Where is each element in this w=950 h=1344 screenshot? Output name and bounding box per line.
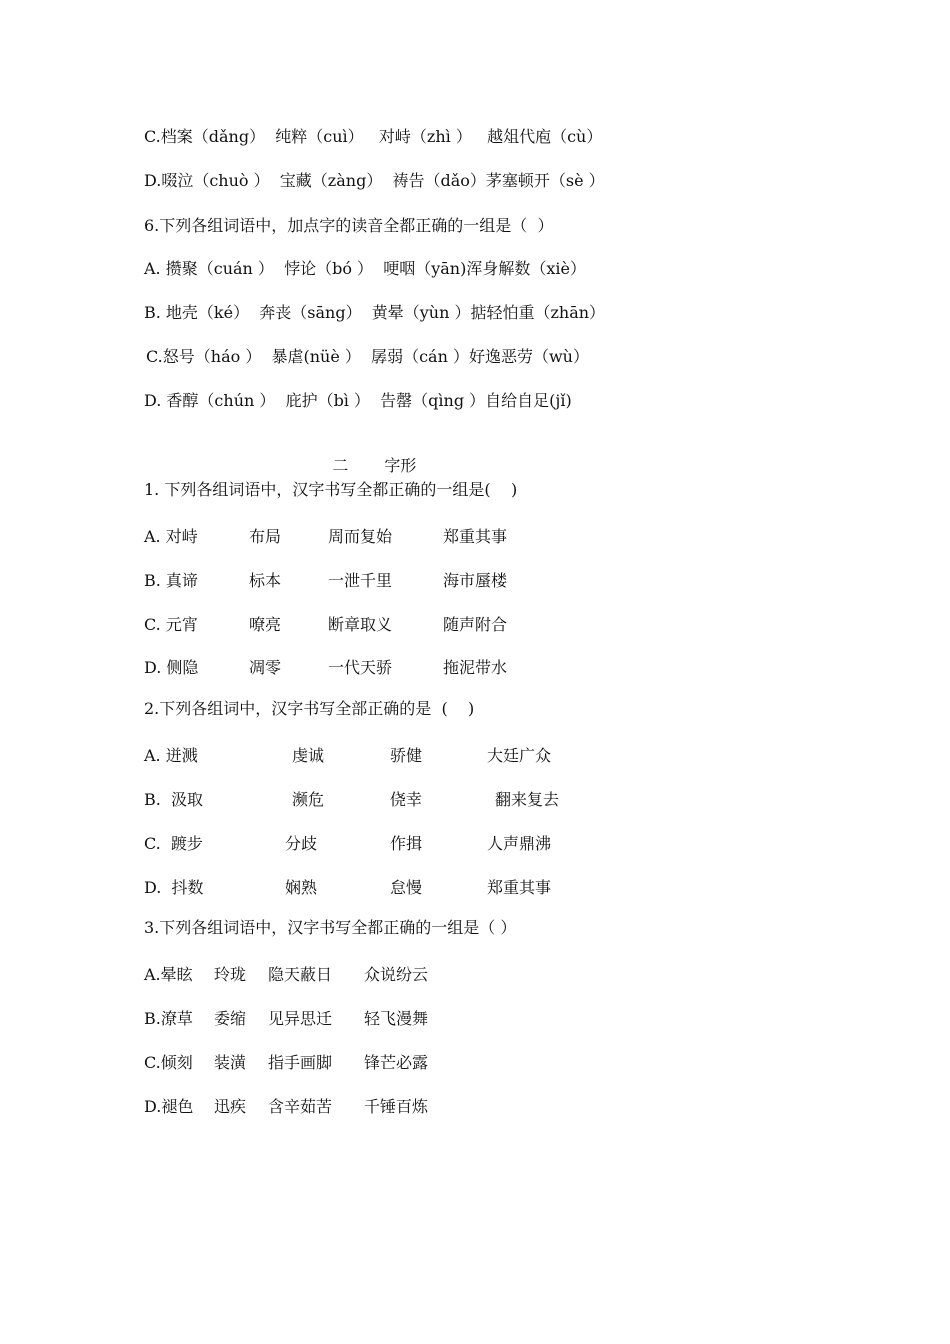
option-word: 作揖 xyxy=(390,834,423,853)
option-word: 装潢 xyxy=(214,1053,247,1072)
option-word: B.潦草 xyxy=(144,1009,193,1028)
option-word: D. 抖数 xyxy=(144,878,204,897)
option-word: 大廷广众 xyxy=(487,746,552,765)
option-word: 迅疾 xyxy=(214,1097,247,1116)
option-word: 郑重其事 xyxy=(487,878,552,897)
s2q1-stem: 1. 下列各组词语中，汉字书写全都正确的一组是( ) xyxy=(144,480,518,499)
option-word: 一泄千里 xyxy=(328,571,393,590)
option-word: 娴熟 xyxy=(285,878,318,897)
option-word: 众说纷云 xyxy=(364,965,429,984)
q6-stem: 6.下列各组词语中，加点字的读音全都正确的一组是（ ） xyxy=(144,216,554,235)
option-word: 侥幸 xyxy=(390,790,423,809)
option-word: 随声附合 xyxy=(443,615,508,634)
option-word: 虔诚 xyxy=(292,746,325,765)
option-word: 凋零 xyxy=(249,658,282,677)
q6-option-d: D. 香醇（chún ） 庇护（bì ） 告罄（qìng ）自给自足(jǐ) xyxy=(144,391,572,410)
option-word: 濒危 xyxy=(292,790,325,809)
option-word: 含辛茹苦 xyxy=(268,1097,333,1116)
option-word: B. 汲取 xyxy=(144,790,204,809)
q6-option-a: A. 攒聚（cuán ） 悖论（bó ） 哽咽（yān)浑身解数（xiè） xyxy=(144,259,586,278)
option-word: 委缩 xyxy=(214,1009,247,1028)
section-number: 二 xyxy=(332,456,349,475)
option-word: 标本 xyxy=(249,571,282,590)
option-word: C. 踱步 xyxy=(144,834,203,853)
q5-option-d: D.啜泣（chuò ） 宝藏（zàng） 祷告（dǎo）茅塞顿开（sè ） xyxy=(144,171,605,190)
option-word: 周而复始 xyxy=(328,527,393,546)
option-word: 海市蜃楼 xyxy=(443,571,508,590)
option-word: C. 元宵 xyxy=(144,615,198,634)
option-word: A. 迸溅 xyxy=(144,746,198,765)
option-word: 见异思迁 xyxy=(268,1009,333,1028)
s2q3-stem: 3.下列各组词语中，汉字书写全都正确的一组是（ ） xyxy=(144,918,517,937)
option-word: D. 侧隐 xyxy=(144,658,199,677)
section-title: 字形 xyxy=(384,456,417,475)
option-word: A.晕眩 xyxy=(144,965,193,984)
option-word: 玲珑 xyxy=(214,965,247,984)
option-word: 人声鼎沸 xyxy=(487,834,552,853)
option-word: 断章取义 xyxy=(328,615,393,634)
option-word: 分歧 xyxy=(285,834,318,853)
option-word: 嘹亮 xyxy=(249,615,282,634)
option-word: 隐天蔽日 xyxy=(268,965,333,984)
option-word: 骄健 xyxy=(390,746,423,765)
option-word: 千锤百炼 xyxy=(364,1097,429,1116)
option-word: 锋芒必露 xyxy=(364,1053,429,1072)
q5-option-c: C.档案（dǎng） 纯粹（cuì） 对峙（zhì ） 越俎代庖（cù） xyxy=(144,127,603,146)
option-word: 怠慢 xyxy=(390,878,423,897)
option-word: 指手画脚 xyxy=(268,1053,333,1072)
option-word: 布局 xyxy=(249,527,282,546)
option-word: 郑重其事 xyxy=(443,527,508,546)
q6-option-b: B. 地壳（ké） 奔丧（sāng） 黄晕（yùn ）掂轻怕重（zhān） xyxy=(144,303,606,322)
option-word: C.倾刻 xyxy=(144,1053,193,1072)
option-word: D.褪色 xyxy=(144,1097,194,1116)
q6-option-c: C.怒号（háo ） 暴虐(nüè ） 孱弱（cán ）好逸恶劳（wù） xyxy=(146,347,589,366)
s2q2-stem: 2.下列各组词中，汉字书写全部正确的是 ( ) xyxy=(144,699,475,718)
option-word: B. 真谛 xyxy=(144,571,198,590)
option-word: A. 对峙 xyxy=(144,527,198,546)
option-word: 翻来复去 xyxy=(495,790,560,809)
option-word: 一代天骄 xyxy=(328,658,393,677)
option-word: 拖泥带水 xyxy=(443,658,508,677)
option-word: 轻飞漫舞 xyxy=(364,1009,429,1028)
